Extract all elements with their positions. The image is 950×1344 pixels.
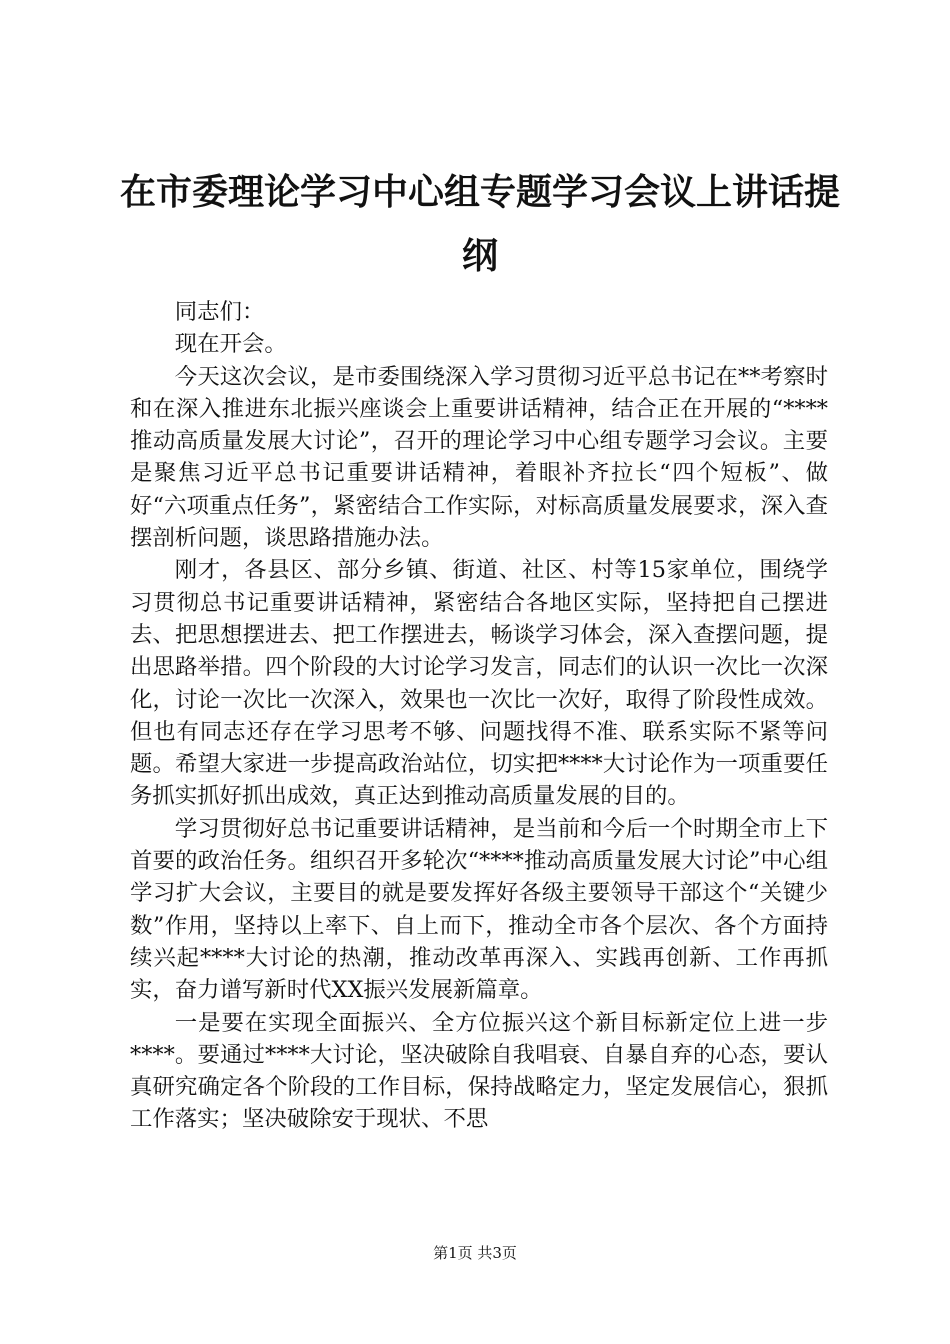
- paragraph: 今天这次会议，是市委围绕深入学习贯彻习近平总书记在**考察时和在深入推进东北振兴座谈会上重要讲话精神，结合正在开展的“****推动高质量发展大讨论”，召开的理论学习中心组专题学习会议。主要是聚焦习近平总书记重要讲话精神，着眼补齐拉长“四个短板”、做好“六项重点任务”，紧密结合工作实际，对标高质量发展要求，深入查摆剖析问题，谈思路措施办法。: [130, 363, 828, 552]
- salutation: 同志们：: [174, 299, 265, 325]
- opening-line: 现在开会。: [174, 331, 287, 358]
- document-body: [130, 296, 828, 1136]
- paragraph: 一是要在实现全面振兴、全方位振兴这个新目标新定位上进一步****。要通过****大讨论，坚决破除自我唱衰、自暴自弃的心态，要认真研究确定各个阶段的工作目标，保持战略定力，坚定发展信心，狠抓工作落实；坚决破除安于现状、不思: [130, 1009, 828, 1133]
- paragraph: 刚才，各县区、部分乡镇、街道、社区、村等15家单位，围绕学习贯彻总书记重要讲话精神，紧密结合各地区实际，坚持把自己摆进去、把思想摆进去、把工作摆进去，畅谈学习体会，深入查摆问题，提出思路举措。四个阶段的大讨论学习发言，同志们的认识一次比一次深化，讨论一次比一次深入，效果也一次比一次好，取得了阶段性成效。但也有同志还存在学习思考不够、问题找得不准、联系实际不紧等问题。希望大家进一步提高政治站位，切实把****大讨论作为一项重要任务抓实抓好抓出成效，真正达到推动高质量发展的目的。: [130, 557, 828, 810]
- document-title: 在市委理论学习中心组专题学习会议上讲话提纲: [120, 171, 841, 277]
- page-number-footer: 第1页 共3页: [433, 1244, 517, 1262]
- paragraph: 学习贯彻好总书记重要讲话精神，是当前和今后一个时期全市上下首要的政治任务。组织召开多轮次“****推动高质量发展大讨论”中心组学习扩大会议，主要目的就是要发挥好各级主要领导干部这个“关键少数”作用，坚持以上率下、自上而下，推动全市各个层次、各个方面持续兴起****大讨论的热潮，推动改革再深入、实践再创新、工作再抓实，奋力谱写新时代XX振兴发展新篇章。: [130, 815, 828, 1004]
